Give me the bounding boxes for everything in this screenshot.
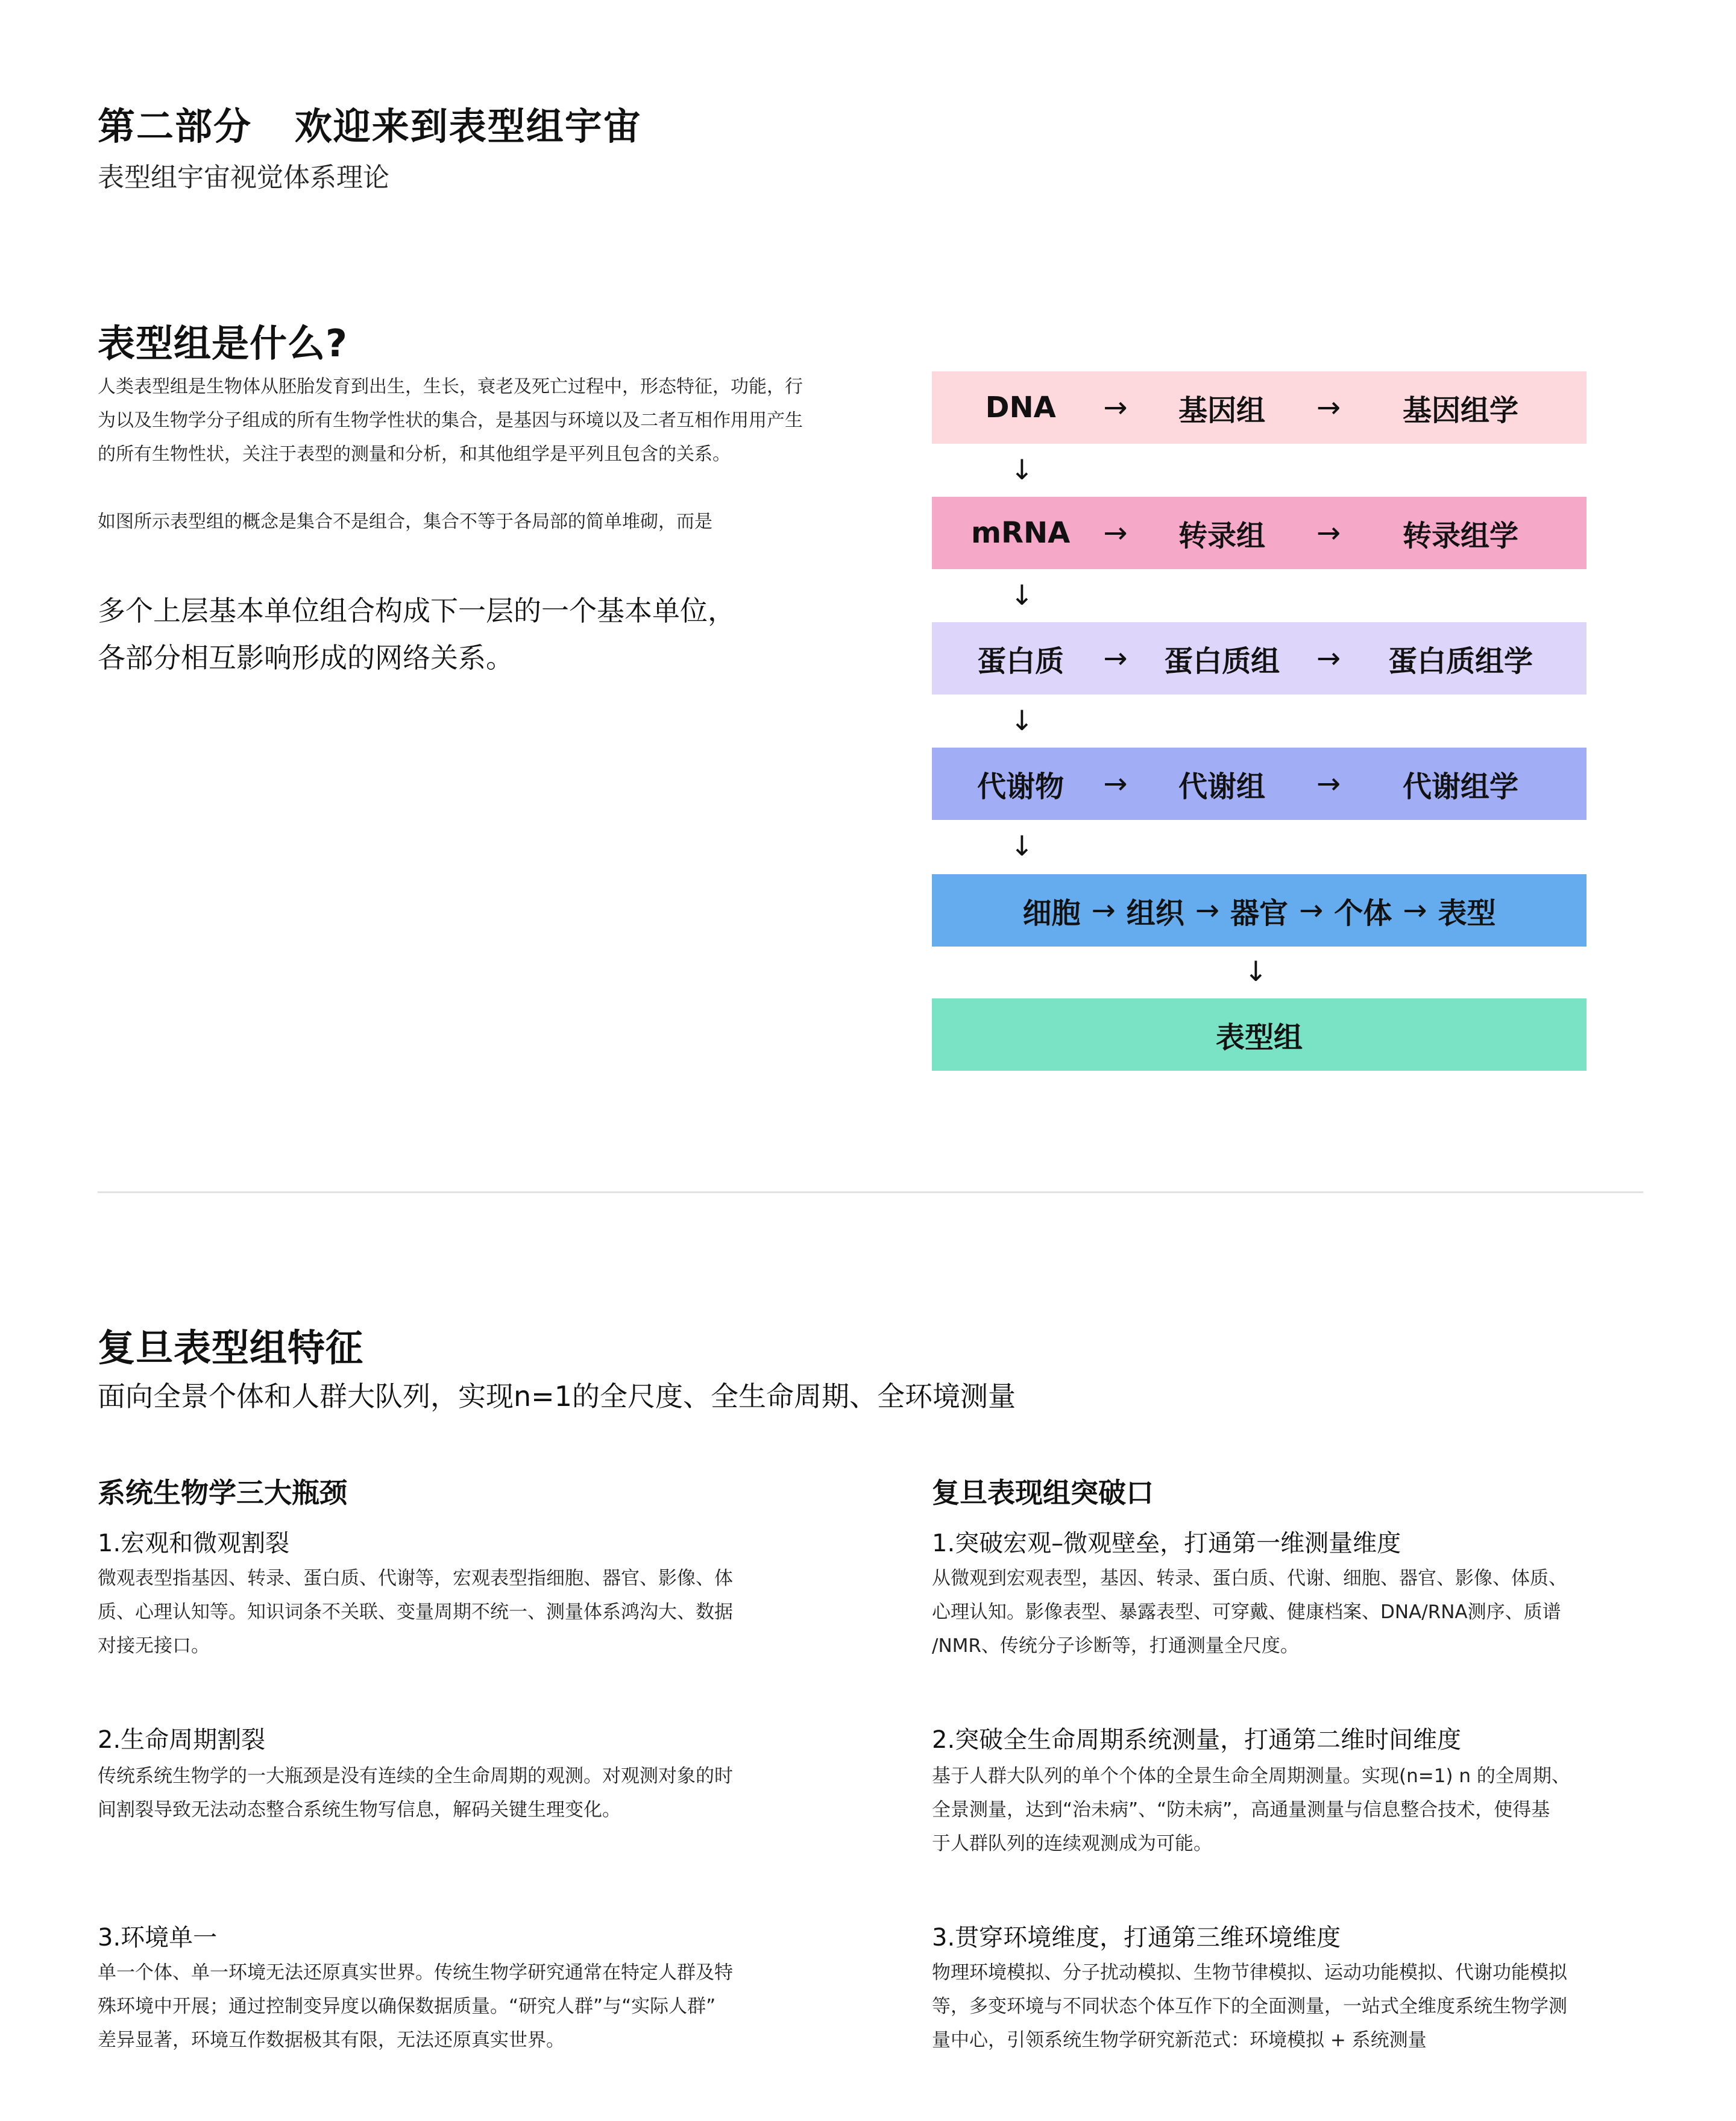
left-item-3-body bbox=[98, 1956, 733, 2057]
flow-cell-organ: 器官 bbox=[1230, 896, 1288, 930]
arrow-right-icon: → bbox=[1316, 516, 1341, 550]
flow-row-mrna bbox=[932, 497, 1587, 569]
left-item-1-body bbox=[98, 1562, 733, 1663]
arrow-down-icon: ↓ bbox=[1010, 704, 1034, 737]
body-line: 心理认知。影像表型、暴露表型、可穿戴、健康档案、DNA/RNA测序、质谱 bbox=[932, 1601, 1561, 1623]
flow-cell-transcriptomics: 转录组学 bbox=[1402, 518, 1518, 553]
body-line: 单一个体、单一环境无法还原真实世界。传统生物学研究通常在特定人群及特 bbox=[98, 1962, 733, 1984]
what-paragraph-1: 人类表型组是生物体从胚胎发育到出生，生长，衰老及死亡过程中，形态特征，功能，行为以及生物学分子组成的所有生物学性状的集合，是基因与环境以及二者互相作用用产生的所有生物性状，关注于表型的测量和分析，和其他组学是平列且包含的关系。 bbox=[98, 376, 803, 465]
right-item-1-body bbox=[932, 1562, 1567, 1663]
flow-cell-protein: 蛋白质 bbox=[977, 644, 1065, 678]
right-item-2-title: 2.突破全生命周期系统测量，打通第二维时间维度 bbox=[932, 1726, 1462, 1754]
arrow-down-icon: ↓ bbox=[1244, 955, 1268, 988]
lead-line-2: 各部分相互影响形成的网络关系。 bbox=[98, 641, 514, 674]
fudan-heading: 复旦表型组特征 bbox=[98, 1326, 364, 1370]
flow-row-dna bbox=[932, 371, 1587, 444]
arrow-right-icon: → bbox=[1103, 516, 1128, 550]
body-line: 从微观到宏观表型，基因、转录、蛋白质、代谢、细胞、器官、影像、体质、 bbox=[932, 1568, 1567, 1589]
section-subtitle: 表型组宇宙视觉体系理论 bbox=[98, 162, 389, 193]
flow-cell-transcriptome: 转录组 bbox=[1178, 518, 1266, 553]
flow-cell-phenome: 表型组 bbox=[1215, 1020, 1303, 1054]
section-title: 第二部分 欢迎来到表型组宇宙 bbox=[98, 104, 642, 148]
body-line: 物理环境模拟、分子扰动模拟、生物节律模拟、运动功能模拟、代谢功能模拟 bbox=[932, 1962, 1567, 1984]
flow-cell-individual: 个体 bbox=[1334, 896, 1392, 930]
left-item-2-body bbox=[98, 1759, 733, 1827]
flow-cell-metabolomics: 代谢组学 bbox=[1402, 769, 1518, 804]
right-item-3-body bbox=[932, 1956, 1567, 2057]
arrow-right-icon: → bbox=[1103, 391, 1128, 424]
section-divider bbox=[98, 1191, 1643, 1193]
left-item-1-title: 1.宏观和微观割裂 bbox=[98, 1530, 290, 1557]
flow-row-metabolite bbox=[932, 748, 1587, 820]
arrow-right-icon: → bbox=[1316, 641, 1341, 675]
body-line: 等，多变环境与不同状态个体互作下的全面测量，一站式全维度系统生物学测 bbox=[932, 1996, 1567, 2017]
body-line: 量中心，引领系统生物学研究新范式：环境模拟 + 系统测量 bbox=[932, 2029, 1427, 2051]
flow-cell-metabolite: 代谢物 bbox=[977, 769, 1065, 804]
what-lead bbox=[98, 587, 821, 681]
what-paragraph-2: 如图所示表型组的概念是集合不是组合，集合不等于各局部的简单堆砌，而是 bbox=[98, 511, 712, 532]
body-line: 于人群队列的连续观测成为可能。 bbox=[932, 1833, 1212, 1855]
what-heading: 表型组是什么? bbox=[98, 321, 348, 365]
arrow-right-icon: → bbox=[1316, 391, 1341, 424]
right-item-1-title: 1.突破宏观–微观壁垒，打通第一维测量维度 bbox=[932, 1530, 1401, 1557]
body-line: /NMR、传统分子诊断等，打通测量全尺度。 bbox=[932, 1635, 1299, 1657]
body-line: 基于人群大队列的单个个体的全景生命全周期测量。实现(n=1) n 的全周期、 bbox=[932, 1765, 1570, 1787]
flow-cell-proteome: 蛋白质组 bbox=[1164, 644, 1280, 678]
body-line: 微观表型指基因、转录、蛋白质、代谢等，宏观表型指细胞、器官、影像、体 bbox=[98, 1568, 733, 1589]
left-item-3-title: 3.环境单一 bbox=[98, 1924, 218, 1952]
flow-cell-genomics: 基因组学 bbox=[1402, 393, 1518, 427]
flow-row-protein bbox=[932, 622, 1587, 695]
arrow-right-icon: → bbox=[1103, 641, 1128, 675]
arrow-down-icon: ↓ bbox=[1010, 579, 1034, 611]
body-line: 传统系统生物学的一大瓶颈是没有连续的全生命周期的观测。对观测对象的时 bbox=[98, 1765, 733, 1787]
body-line: 对接无接口。 bbox=[98, 1635, 210, 1657]
lead-line-1: 多个上层基本单位组合构成下一层的一个基本单位， bbox=[98, 594, 735, 627]
flow-cell-dna: DNA bbox=[985, 391, 1056, 424]
flow-cell-metabolome: 代谢组 bbox=[1178, 769, 1266, 804]
body-line: 间割裂导致无法动态整合系统生物写信息，解码关键生理变化。 bbox=[98, 1799, 621, 1821]
flow-cell-mrna: mRNA bbox=[971, 516, 1071, 550]
flow-cell-genome: 基因组 bbox=[1178, 393, 1266, 427]
flow-cell-phenotype: 表型 bbox=[1438, 896, 1496, 930]
flow-cell-tissue: 组织 bbox=[1126, 896, 1184, 930]
fudan-subtitle: 面向全景个体和人群大队列，实现n=1的全尺度、全生命周期、全环境测量 bbox=[98, 1380, 1016, 1413]
arrow-right-icon: → bbox=[1299, 893, 1324, 927]
arrow-right-icon: → bbox=[1403, 893, 1427, 927]
flow-cell-proteomics: 蛋白质组学 bbox=[1388, 644, 1533, 678]
flow-row-chain bbox=[932, 874, 1587, 947]
body-line: 质、心理认知等。知识词条不关联、变量周期不统一、测量体系鸿沟大、数据 bbox=[98, 1601, 733, 1623]
flow-row-result bbox=[932, 998, 1587, 1071]
body-line: 全景测量，达到“治未病”、“防未病”，高通量测量与信息整合技术，使得基 bbox=[932, 1799, 1550, 1821]
arrow-right-icon: → bbox=[1195, 893, 1219, 927]
arrow-down-icon: ↓ bbox=[1010, 453, 1034, 486]
body-line: 殊环境中开展；通过控制变异度以确保数据质量。“研究人群”与“实际人群” bbox=[98, 1996, 716, 2017]
body-line: 差异显著，环境互作数据极其有限，无法还原真实世界。 bbox=[98, 2029, 565, 2051]
flow-cell-cell: 细胞 bbox=[1022, 896, 1081, 930]
left-item-2-title: 2.生命周期割裂 bbox=[98, 1726, 266, 1754]
right-column-heading: 复旦表现组突破口 bbox=[932, 1477, 1154, 1509]
arrow-down-icon: ↓ bbox=[1010, 830, 1034, 862]
right-item-3-title: 3.贯穿环境维度，打通第三维环境维度 bbox=[932, 1924, 1341, 1952]
arrow-right-icon: → bbox=[1091, 893, 1116, 927]
right-item-2-body bbox=[932, 1759, 1570, 1861]
arrow-right-icon: → bbox=[1316, 767, 1341, 801]
arrow-right-icon: → bbox=[1103, 767, 1128, 801]
left-column-heading: 系统生物学三大瓶颈 bbox=[98, 1477, 347, 1509]
